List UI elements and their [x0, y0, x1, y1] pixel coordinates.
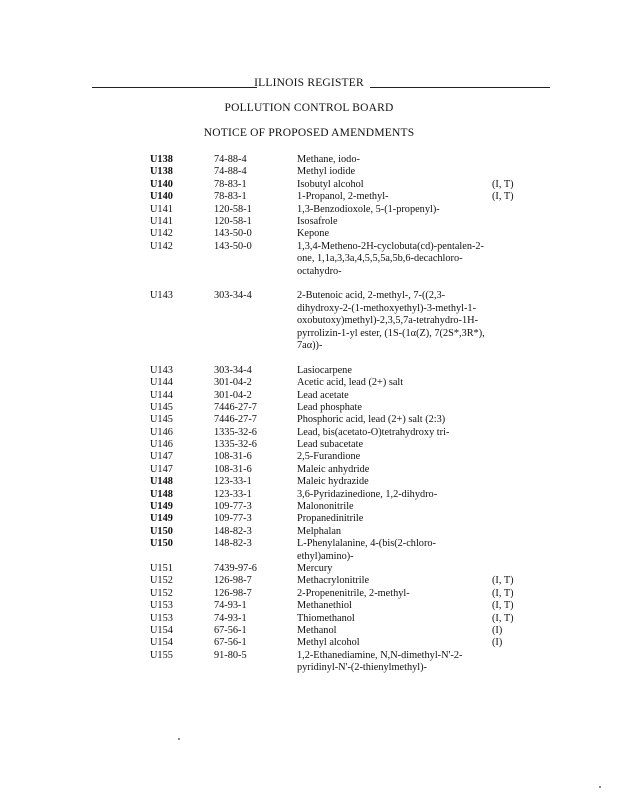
substance-name: Kepone: [297, 228, 330, 240]
cas-number: 126-98-7: [214, 587, 252, 599]
waste-code: U146: [150, 439, 173, 451]
table-row: [0, 588, 618, 600]
cas-number: 91-80-5: [214, 649, 247, 661]
cas-number: 67-56-1: [214, 624, 247, 636]
substance-name: Methacrylonitrile: [297, 575, 370, 587]
table-row: [0, 637, 618, 649]
waste-code: U138: [150, 154, 173, 165]
cas-number: 7439-97-6: [214, 562, 257, 574]
table-row: [0, 476, 618, 488]
substance-name: 1,3-Benzodioxole, 5-(1-propenyl)-: [297, 203, 440, 215]
substance-name: Lead subacetate: [297, 439, 364, 451]
substance-name: Malononitrile: [297, 501, 354, 513]
hazard-code: (I, T): [492, 178, 514, 190]
substance-name: Lead acetate: [297, 389, 349, 401]
hazard-code: (I, T): [492, 587, 514, 599]
cas-number: 126-98-7: [214, 575, 252, 587]
table-row: [0, 204, 618, 216]
substance-name: Lasiocarpene: [297, 364, 352, 376]
substance-name: Maleic hydrazide: [297, 476, 369, 488]
hazard-code: (I): [492, 637, 503, 649]
table-row: [0, 451, 618, 463]
hazard-code: (I, T): [492, 575, 514, 587]
waste-code: U143: [150, 290, 173, 302]
table-row: [0, 390, 618, 402]
waste-code: U140: [150, 178, 173, 190]
table-row: [0, 625, 618, 637]
waste-code: U143: [150, 364, 173, 376]
cas-number: 78-83-1: [214, 191, 247, 203]
waste-code: U144: [150, 389, 173, 401]
waste-code: U145: [150, 401, 173, 413]
substance-name: Methanethiol: [297, 600, 352, 612]
table-row: [0, 154, 618, 166]
substance-name: Lead phosphate: [297, 401, 362, 413]
table-row: [0, 166, 618, 178]
table-row: [0, 365, 618, 377]
register-title: ILLINOIS REGISTER: [254, 77, 364, 89]
table-row: [0, 489, 618, 501]
table-row: [0, 650, 618, 675]
cas-number: 74-93-1: [214, 600, 247, 612]
waste-code: U148: [150, 488, 173, 500]
hazard-code: (I, T): [492, 191, 514, 203]
substance-name: 1,2-Ethanediamine, N,N-dimethyl-N'-2-pyridinyl-N'-(2-thienylmethyl)-: [297, 649, 463, 674]
table-row: [0, 216, 618, 228]
cas-number: 74-93-1: [214, 612, 247, 624]
cas-number: 74-88-4: [214, 154, 247, 165]
cas-number: 303-34-4: [214, 364, 252, 376]
waste-code: U141: [150, 215, 173, 227]
substance-name: Thiomethanol: [297, 612, 355, 624]
cas-number: 109-77-3: [214, 501, 252, 513]
waste-code: U145: [150, 414, 173, 426]
cas-number: 1335-32-6: [214, 439, 257, 451]
table-row: [0, 179, 618, 191]
cas-number: 301-04-2: [214, 389, 252, 401]
cas-number: 143-50-0: [214, 228, 252, 240]
cas-number: 123-33-1: [214, 476, 252, 488]
substance-name: Methyl iodide: [297, 166, 356, 178]
substance-name: Phosphoric acid, lead (2+) salt (2:3): [297, 414, 446, 426]
table-row: [0, 414, 618, 426]
waste-code: U150: [150, 538, 173, 550]
substance-name: 3,6-Pyridazinedione, 1,2-dihydro-: [297, 488, 438, 500]
table-row: [0, 377, 618, 389]
table-row: [0, 464, 618, 476]
substance-name: Isobutyl alcohol: [297, 178, 364, 190]
substance-name: Isosafrole: [297, 215, 338, 227]
table-row: [0, 228, 618, 240]
waste-code: U142: [150, 228, 173, 240]
substance-name: Melphalan: [297, 525, 342, 537]
substance-name: L-Phenylalanine, 4-(bis(2-chloro-ethyl)amino)-: [297, 538, 436, 562]
waste-code: U153: [150, 600, 173, 612]
waste-code: U154: [150, 624, 173, 636]
table-row: [0, 427, 618, 439]
table-row: [0, 526, 618, 538]
waste-code: U151: [150, 562, 173, 574]
waste-code: U141: [150, 203, 173, 215]
cas-number: 108-31-6: [214, 463, 252, 475]
substance-name: Methane, iodo-: [297, 154, 360, 165]
waste-code: U140: [150, 191, 173, 203]
table-row: [0, 290, 618, 364]
substance-name: Acetic acid, lead (2+) salt: [297, 377, 404, 389]
table-row: [0, 501, 618, 513]
speck: [178, 738, 180, 740]
waste-code: U148: [150, 476, 173, 488]
waste-code-table: [0, 154, 618, 675]
cas-number: 108-31-6: [214, 451, 252, 463]
substance-name: Lead, bis(acetato-O)tetrahydroxy tri-: [297, 426, 450, 438]
cas-number: 78-83-1: [214, 178, 247, 190]
cas-number: 148-82-3: [214, 538, 252, 550]
waste-code: U149: [150, 513, 173, 525]
substance-name: Maleic anhydride: [297, 463, 370, 475]
waste-code: U154: [150, 637, 173, 649]
waste-code: U152: [150, 587, 173, 599]
substance-name: 2,5-Furandione: [297, 451, 361, 463]
cas-number: 7446-27-7: [214, 414, 257, 426]
substance-name: Mercury: [297, 562, 333, 574]
waste-code: U138: [150, 166, 173, 178]
cas-number: 120-58-1: [214, 203, 252, 215]
table-row: [0, 513, 618, 525]
notice-title: NOTICE OF PROPOSED AMENDMENTS: [203, 127, 415, 139]
substance-name: Methyl alcohol: [297, 637, 360, 649]
speck: [599, 786, 601, 788]
cas-number: 303-34-4: [214, 290, 252, 302]
hazard-code: (I): [492, 624, 503, 636]
waste-code: U152: [150, 575, 173, 587]
waste-code: U146: [150, 426, 173, 438]
waste-code: U150: [150, 525, 173, 537]
waste-code: U149: [150, 501, 173, 513]
waste-code: U155: [150, 649, 173, 661]
waste-code: U153: [150, 612, 173, 624]
waste-code: U142: [150, 240, 173, 252]
table-row: [0, 575, 618, 587]
table-row: [0, 613, 618, 625]
table-row: [0, 538, 618, 563]
table-row: [0, 191, 618, 203]
hazard-code: (I, T): [492, 612, 514, 624]
cas-number: 1335-32-6: [214, 426, 257, 438]
waste-code: U147: [150, 463, 173, 475]
substance-name: 1,3,4-Metheno-2H-cyclobuta(cd)-pentalen-2-one, 1,1a,3,3a,4,5,5,5a,5b,6-decachloro-octahydro-: [297, 240, 484, 277]
substance-name: 2-Propenenitrile, 2-methyl-: [297, 587, 410, 599]
table-row: [0, 241, 618, 291]
cas-number: 143-50-0: [214, 240, 252, 252]
cas-number: 301-04-2: [214, 377, 252, 389]
cas-number: 120-58-1: [214, 215, 252, 227]
substance-name: 1-Propanol, 2-methyl-: [297, 191, 389, 203]
table-row: [0, 600, 618, 612]
table-row: [0, 563, 618, 575]
cas-number: 67-56-1: [214, 637, 247, 649]
cas-number: 7446-27-7: [214, 401, 257, 413]
substance-name: Propanedinitrile: [297, 513, 364, 525]
substance-name: Methanol: [297, 624, 337, 636]
waste-code: U147: [150, 451, 173, 463]
board-title: POLLUTION CONTROL BOARD: [224, 102, 394, 114]
cas-number: 123-33-1: [214, 488, 252, 500]
hazard-code: (I, T): [492, 600, 514, 612]
cas-number: 74-88-4: [214, 166, 247, 178]
cas-number: 148-82-3: [214, 525, 252, 537]
substance-name: 2-Butenoic acid, 2-methyl-, 7-((2,3-dihydroxy-2-(1-methoxyethyl)-3-methyl-1-oxobutoxy)methyl)-2,3,5,7a-tetrahydro-1H-pyrrolizin-1-yl ester, (1S-(1α(Z), 7(2S*,3R*), 7aα))-: [297, 290, 485, 351]
cas-number: 109-77-3: [214, 513, 252, 525]
table-row: [0, 439, 618, 451]
table-row: [0, 402, 618, 414]
waste-code: U144: [150, 377, 173, 389]
